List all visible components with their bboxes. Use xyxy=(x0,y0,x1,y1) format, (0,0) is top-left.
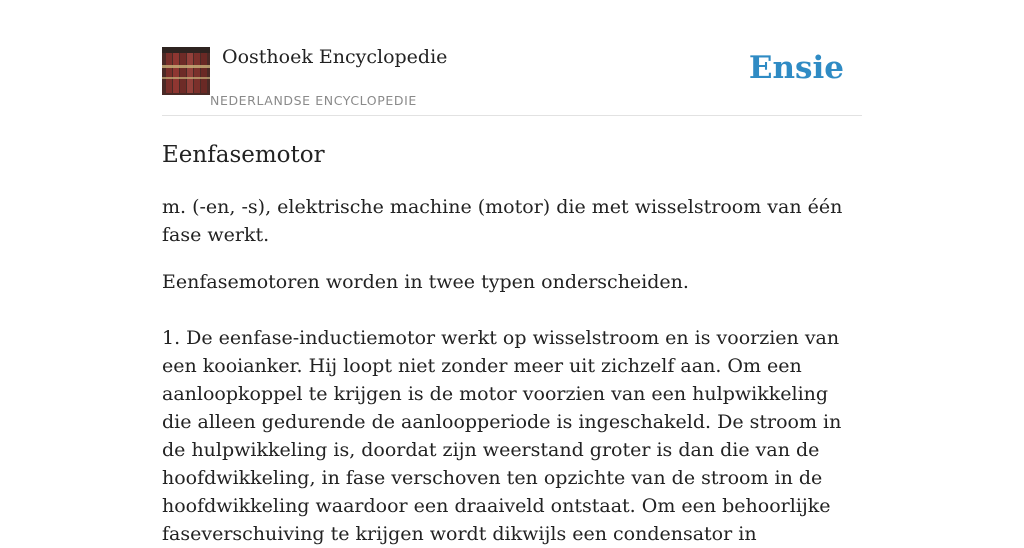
entry-paragraph: Eenfasemotoren worden in twee typen onderscheiden. xyxy=(162,271,689,293)
book-spines-icon xyxy=(162,47,210,95)
encyclopedia-avatar[interactable] xyxy=(162,47,210,95)
site-title[interactable]: Oosthoek Encyclopedie xyxy=(222,46,448,68)
entry-title: Eenfasemotor xyxy=(162,142,325,168)
site-subtitle: NEDERLANDSE ENCYCLOPEDIE xyxy=(210,93,417,108)
ensie-logo-link[interactable]: Ensie xyxy=(748,50,844,86)
entry-paragraph: 1. De eenfase-inductiemotor werkt op wisselstroom en is voorzien van een kooianker. Hij loopt niet zonder meer uit zichzelf aan. Om een aanloopkoppel te krijgen is de motor voorzien van een hulpwikkeling die alleen gedurende de aanloopperiode is ingeschakeld. De stroom in de hulpwikkeling is, doordat zijn weerstand groter is dan die van de hoofdwikkeling, in fase verschoven ten opzichte van de stroom in de hoofdwikkeling waardoor een draaiveld ontstaat. Om een behoorlijke faseverschuiving te krijgen wordt dikwijls een condensator in xyxy=(162,327,842,545)
site-header xyxy=(162,0,862,116)
entry-paragraph: m. (-en, -s), elektrische machine (motor) die met wisselstroom van één fase werkt. xyxy=(162,196,843,246)
entry-content xyxy=(162,116,862,548)
